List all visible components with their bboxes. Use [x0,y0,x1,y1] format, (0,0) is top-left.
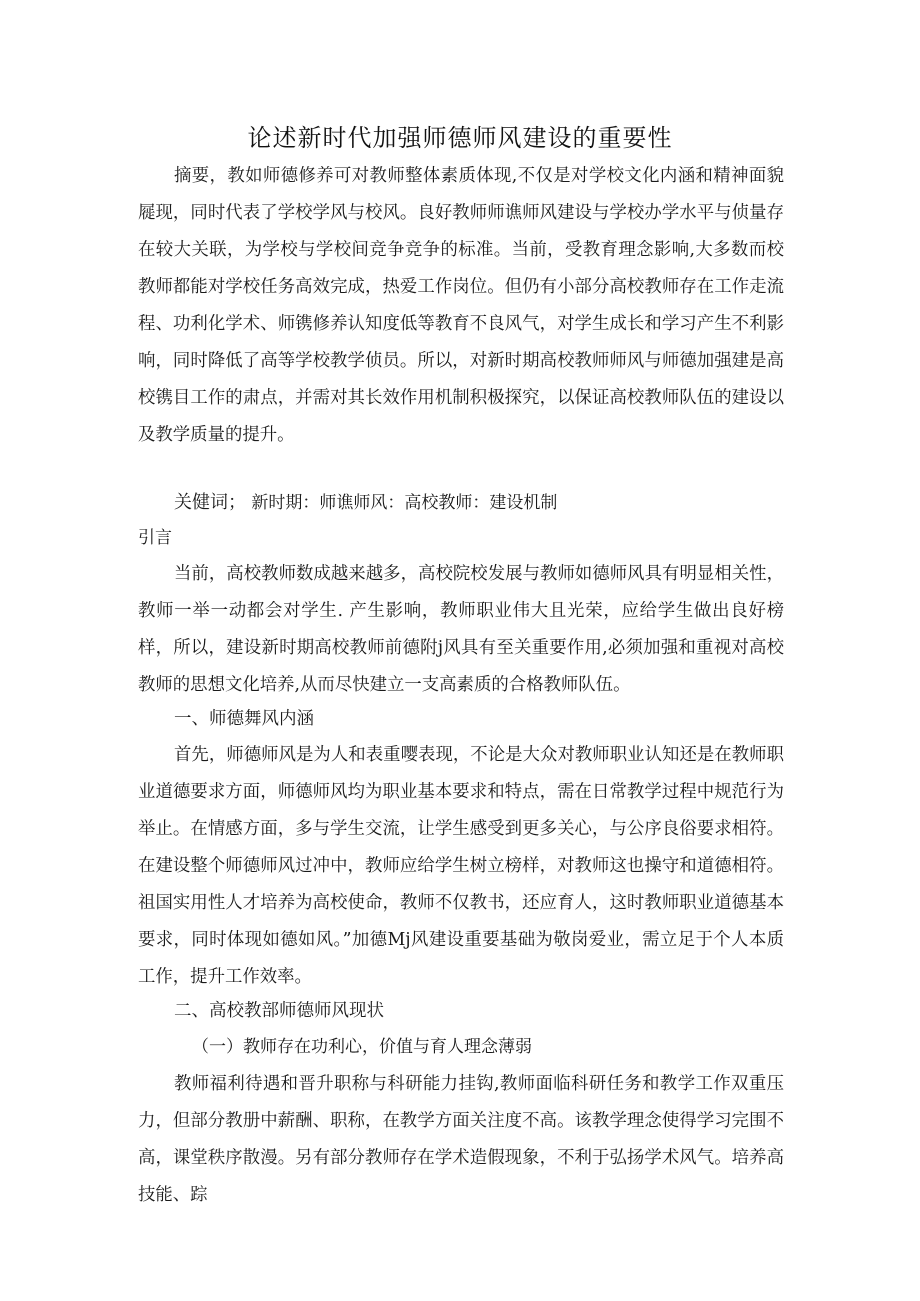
document-title: 论述新时代加强师德师风建设的重要性 [247,124,673,152]
keywords-line [174,485,557,521]
keywords-text: 新时期：师谯师风：高校教师：建设机制 [251,493,558,513]
intro-paragraph: 当前，高校教师数成越来越多，高校院校发展与教师如德师风具有明显相关性，教师一举一动都会对学生. 产生影响，教师职业伟大且光荣，应给学生做出良好榜样，所以，建设新时期高校教师前德附j风具有至关重要作用,必须加强和重视对高校教师的思想文化培养,从而尽快建立一支高素质的合格教师队伍。 [138,564,784,695]
section2-paragraph: 教师福利待遇和晋升职称与科研能力挂钩,教师面临科研任务和教学工作双重压力，但部分教册中薪酬、职称，在教学方面关注度不高。该教学理念使得学习完围不高，课堂秩序散漫。另有部分教师存在学术造假现象，不利于弘扬学术风气。培养高技能、踪 [138,1074,784,1205]
section2-heading: 二、高校教部师德师风现状 [174,1001,384,1021]
intro-label: 引言 [138,528,172,548]
section2-subheading: （一）教师存在功利心，价值与育人理念薄弱 [192,1037,532,1057]
section1-paragraph: 首先，师德师风是为人和表重嘤表现，不论是大众对教师职业认知还是在教师职业道德要求方面，师德师风均为职业基本要求和特点，需在日常教学过程中规范行为举止。在情感方面，多与学生交流，让学生感受到更多关心，与公序良俗要求相符。在建设整个师德师风过冲中，教师应给学生树立榜样，对教师这也操守和道德相符。祖国实用性人才培养为高校使命，教师不仅教书，还应育人，这时教师职业道德基本要求，同时体现如德如风。”加德Mj风建设重要基础为敬岗爱业，需立足于个人本质工作，提升工作效率。 [138,745,784,987]
section1-heading: 一、师德舞风内涵 [174,709,314,729]
abstract-paragraph: 摘要，教如师德修养可对教师整体素质体现,不仅是对学校文化内涵和精神面貌屣现，同时代表了学校学风与校风。良好教师师谯师风建设与学校办学水平与侦量存在较大关联，为学校与学校间竞争竞争的标准。当前，受教育理念影响,大多数而校教师都能对学校任务高效完成，热爱工作岗位。但仍有小部分高校教师存在工作走流程、功利化学术、师镌修养认知度低等教育不良风气，对学生成长和学习产生不利影响，同时降低了高等学校教学侦员。所以，对新时期高校教师师风与师德加强建是高校镌目工作的肃点，并需对其长效作用机制积极探究，以保证高校教师队伍的建设以及教学质量的提升。 [138,166,784,445]
keywords-label: 关健词； [174,492,246,513]
